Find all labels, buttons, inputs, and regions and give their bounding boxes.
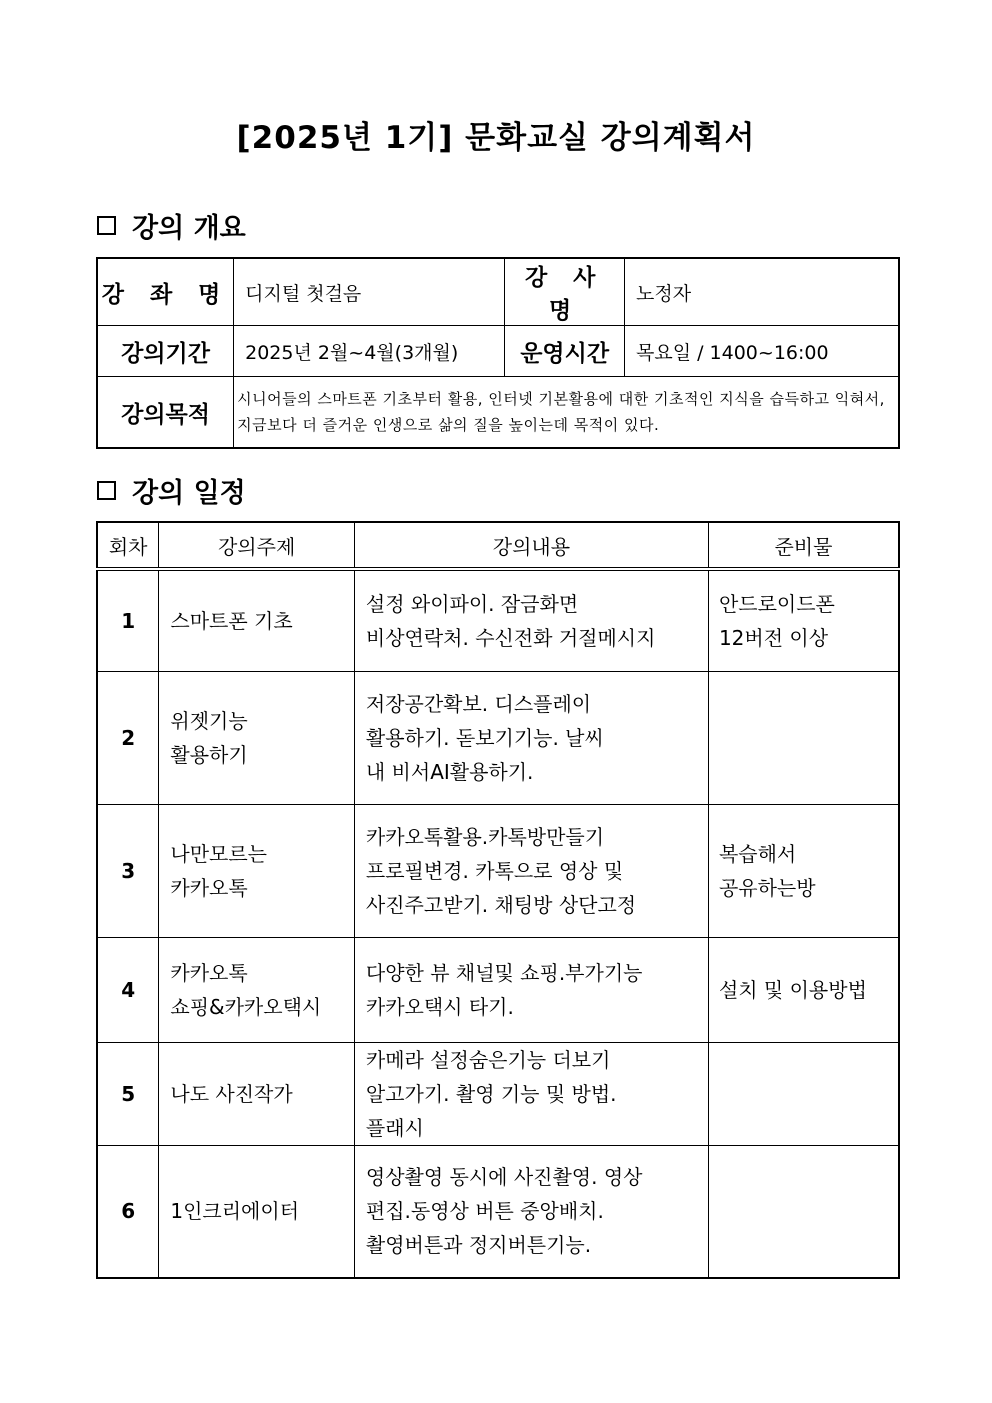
session-topic-line: 1인크리에이터 [170, 1199, 300, 1224]
session-materials [708, 671, 899, 804]
session-content-line: 알고가기. 촬영 기능 및 방법. [365, 1081, 617, 1106]
session-topic-line: 나만모르는 [170, 841, 267, 866]
session-content-line: 내 비서AI활용하기. [365, 759, 534, 784]
session-content-line: 사진주고받기. 채팅방 상단고정 [365, 892, 637, 917]
hours-value: 목요일 / 1400~16:00 [625, 326, 900, 377]
checkbox-square-icon [97, 481, 116, 500]
session-content [354, 1042, 708, 1145]
header-content: 강의내용 [354, 522, 708, 569]
table-row [97, 1042, 899, 1145]
course-name-label: 강 좌 명 [97, 258, 234, 326]
session-number: 3 [97, 804, 159, 937]
table-row [97, 671, 899, 804]
overview-table [96, 257, 900, 449]
session-topic-line: 쇼핑&카카오택시 [170, 994, 322, 1019]
session-number: 4 [97, 937, 159, 1042]
session-topic-line: 카카오톡 [170, 960, 248, 985]
session-topic-line: 스마트폰 기초 [170, 608, 293, 633]
session-content-line: 카카오톡활용.카톡방만들기 [365, 824, 605, 849]
period-label: 강의기간 [97, 326, 234, 377]
session-number: 6 [97, 1145, 159, 1278]
session-content-line: 카메라 설정숨은기능 더보기 [365, 1047, 611, 1072]
session-materials [708, 1145, 899, 1278]
session-materials [708, 937, 899, 1042]
schedule-heading [97, 471, 246, 510]
session-content-line: 활용하기. 돋보기기능. 날씨 [365, 725, 604, 750]
session-topic-line: 카카오톡 [170, 875, 248, 900]
session-content-line: 다양한 뷰 채널및 쇼핑.부가기능 [365, 960, 643, 985]
session-materials-line: 공유하는방 [718, 875, 816, 900]
session-content [354, 804, 708, 937]
schedule-heading-text: 강의 일정 [132, 478, 246, 509]
session-topic [159, 1042, 355, 1145]
table-row [97, 937, 899, 1042]
session-topic [159, 804, 355, 937]
session-content-line: 카카오택시 타기. [365, 994, 514, 1019]
session-topic [159, 1145, 355, 1278]
session-materials-line: 설치 및 이용방법 [718, 977, 867, 1002]
instructor-label: 강 사 명 [505, 258, 625, 326]
session-content-line: 촬영버튼과 정지버튼기능. [365, 1233, 592, 1258]
session-number: 1 [97, 569, 159, 671]
period-value: 2025년 2월~4월(3개월) [234, 326, 505, 377]
table-row [97, 569, 899, 671]
session-number: 2 [97, 671, 159, 804]
purpose-value: 시니어들의 스마트폰 기초부터 활용, 인터넷 기본활용에 대한 기초적인 지식을 습득하고 익혀서, 지금보다 더 즐거운 인생으로 삶의 질을 높이는데 목적이 있다. [234, 377, 899, 449]
session-content [354, 671, 708, 804]
session-materials [708, 804, 899, 937]
session-content-line: 플래시 [365, 1115, 424, 1140]
session-topic [159, 937, 355, 1042]
session-number: 5 [97, 1042, 159, 1145]
course-name-value: 디지털 첫걸음 [234, 258, 505, 326]
session-topic-line: 위젯기능 [170, 708, 248, 733]
session-materials [708, 1042, 899, 1145]
schedule-table [96, 521, 900, 1279]
header-session: 회차 [97, 522, 159, 569]
header-materials: 준비물 [708, 522, 899, 569]
session-content-line: 프로필변경. 카톡으로 영상 및 [365, 858, 624, 883]
purpose-label: 강의목적 [97, 377, 234, 449]
overview-heading-text: 강의 개요 [132, 213, 246, 244]
page-title: [2025년 1기] 문화교실 강의계획서 [236, 120, 756, 156]
session-topic-line: 활용하기 [170, 742, 248, 767]
session-topic-line: 나도 사진작가 [170, 1081, 293, 1106]
session-content-line: 저장공간확보. 디스플레이 [365, 691, 592, 716]
session-content-line: 영상촬영 동시에 사진촬영. 영상 [365, 1165, 643, 1190]
instructor-value: 노정자 [625, 258, 900, 326]
session-content [354, 569, 708, 671]
overview-heading [97, 206, 246, 245]
checkbox-square-icon [97, 216, 116, 235]
session-materials-line: 복습해서 [718, 841, 797, 866]
session-content-line: 편집.동영상 버튼 중앙배치. [365, 1199, 604, 1224]
session-content [354, 937, 708, 1042]
hours-label: 운영시간 [505, 326, 625, 377]
table-row [97, 1145, 899, 1278]
session-materials-line: 12버전 이상 [718, 625, 829, 650]
session-content-line: 설정 와이파이. 잠금화면 [365, 591, 579, 616]
session-materials [708, 569, 899, 671]
schedule-header-row [97, 522, 899, 569]
session-content-line: 비상연락처. 수신전화 거절메시지 [365, 625, 656, 650]
session-topic [159, 671, 355, 804]
session-materials-line: 안드로이드폰 [718, 591, 835, 616]
session-content [354, 1145, 708, 1278]
session-topic [159, 569, 355, 671]
table-row [97, 804, 899, 937]
header-topic: 강의주제 [159, 522, 355, 569]
